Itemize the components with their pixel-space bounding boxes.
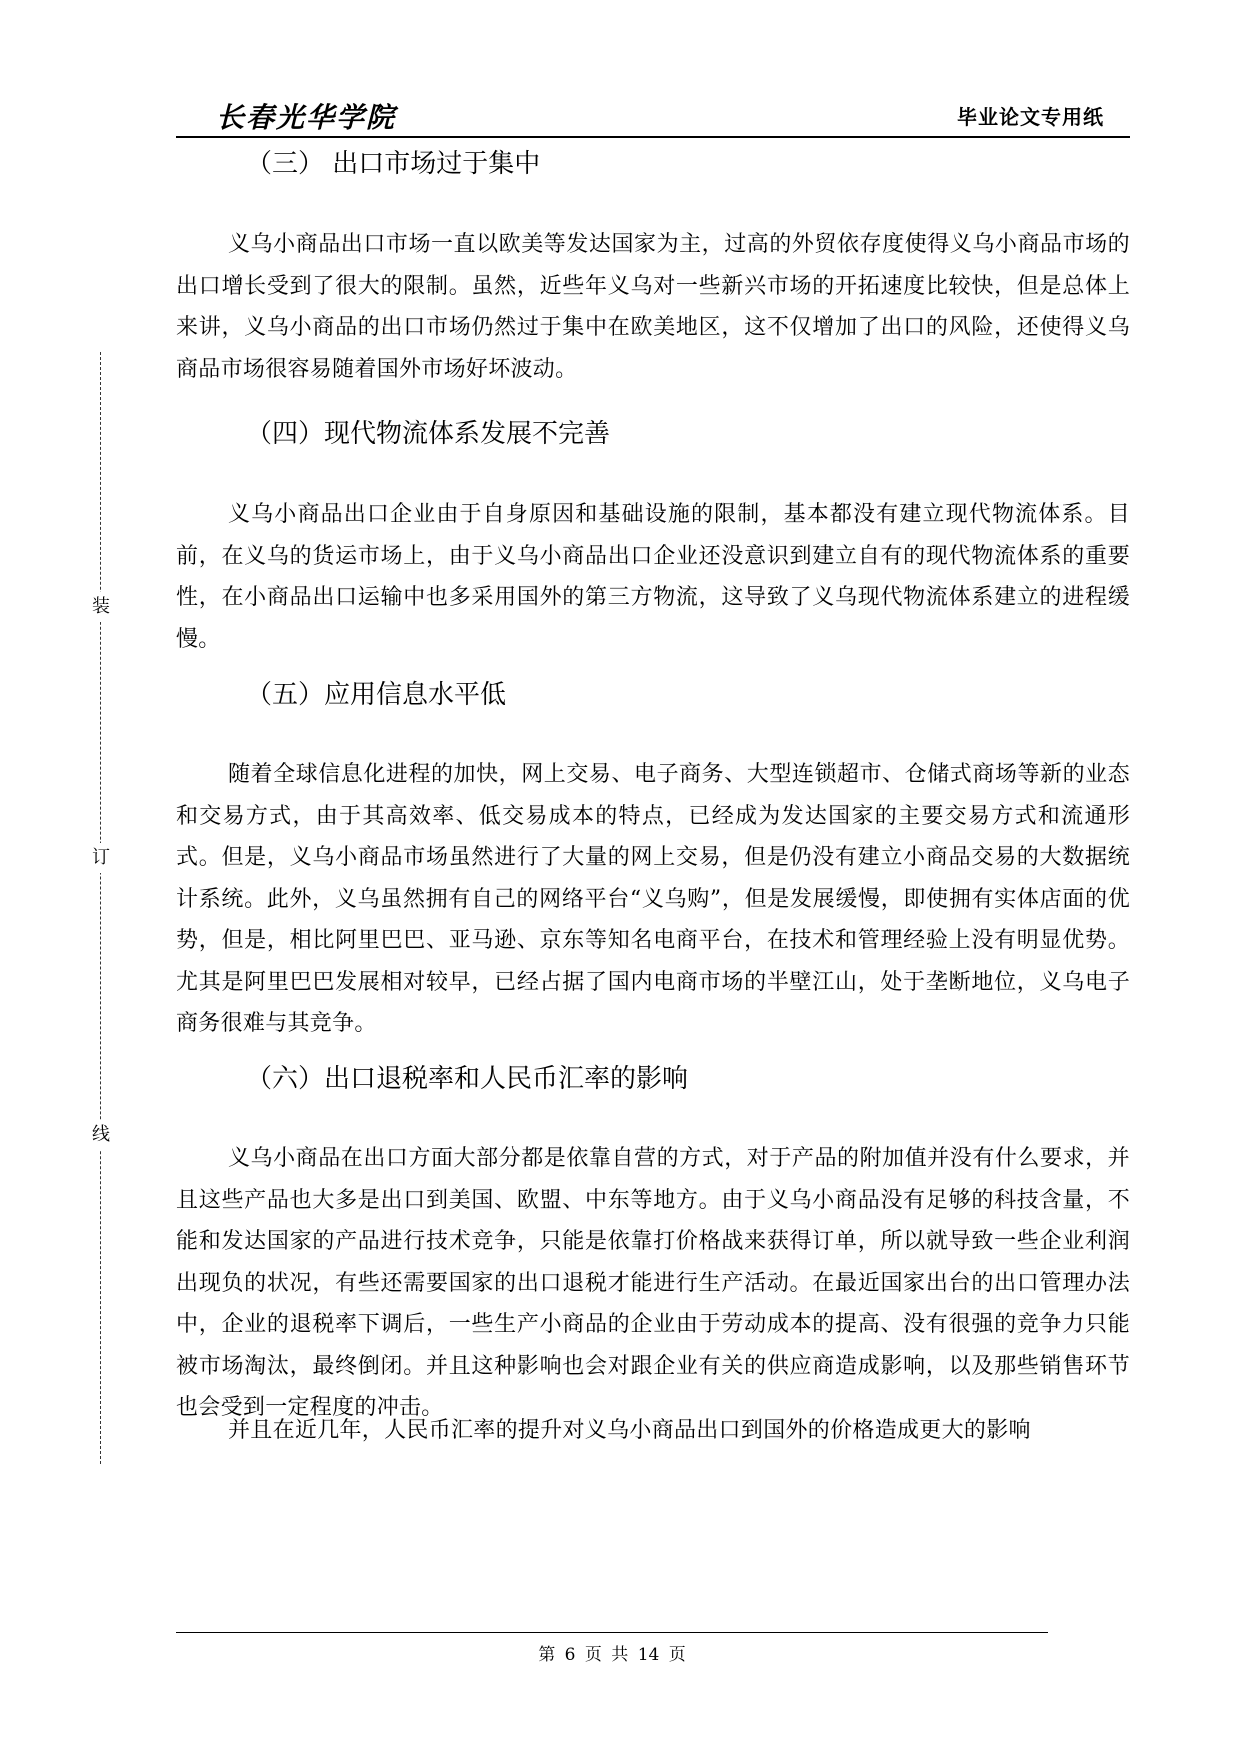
page-header bbox=[176, 90, 1130, 138]
section-6-paragraph-1: 义乌小商品在出口方面大部分都是依靠自营的方式，对于产品的附加值并没有什么要求，并且这些产品也大多是出口到美国、欧盟、中东等地方。由于义乌小商品没有足够的科技含量，不能和发达国家的产品进行技术竞争，只能是依靠打价格战来获得订单，所以就导致一些企业利润出现负的状况，有些还需要国家的出口退税才能进行生产活动。在最近国家出台的出口管理办法中，企业的退税率下调后，一些生产小商品的企业由于劳动成本的提高、没有很强的竞争力只能被市场淘汰，最终倒闭。并且这种影响也会对跟企业有关的供应商造成影响，以及那些销售环节也会受到一定程度的冲击。 bbox=[176, 1146, 1130, 1420]
section-5-paragraph-1: 随着全球信息化进程的加快，网上交易、电子商务、大型连锁超市、仓储式商场等新的业态和交易方式，由于其高效率、低交易成本的特点，已经成为发达国家的主要交易方式和流通形式。但是，义乌小商品市场虽然进行了大量的网上交易，但是仍没有建立小商品交易的大数据统计系统。此外，义乌虽然拥有自己的网络平台“义乌购”，但是发展缓慢，即使拥有实体店面的优势，但是，相比阿里巴巴、亚马逊、京东等知名电商平台，在技术和管理经验上没有明显优势。尤其是阿里巴巴发展相对较早，已经占据了国内电商市场的半壁江山，处于垄断地位，义乌电子商务很难与其竞争。 bbox=[176, 762, 1130, 1036]
binding-char-ding: 订 bbox=[89, 843, 113, 873]
binding-char-xian: 线 bbox=[89, 1120, 113, 1150]
section-4-paragraph-1: 义乌小商品出口企业由于自身原因和基础设施的限制，基本都没有建立现代物流体系。目前，在义乌的货运市场上，由于义乌小商品出口企业还没意识到建立自有的现代物流体系的重要性，在小商品出口运输中也多采用国外的第三方物流，这导致了义乌现代物流体系建立的进程缓慢。 bbox=[176, 502, 1130, 652]
footer-rule bbox=[176, 1632, 1048, 1633]
page-number: 第 6 页 共 14 页 bbox=[538, 1645, 686, 1665]
binding-dashed-line bbox=[100, 352, 101, 1464]
section-heading-3: （三） 出口市场过于集中 bbox=[246, 149, 541, 179]
paper-label: 毕业论文专用纸 bbox=[957, 105, 1104, 129]
section-heading-5: （五）应用信息水平低 bbox=[246, 680, 507, 710]
section-heading-6: （六）出口退税率和人民币汇率的影响 bbox=[246, 1064, 689, 1094]
section-heading-4: （四）现代物流体系发展不完善 bbox=[246, 419, 611, 449]
section-3-paragraph-1: 义乌小商品出口市场一直以欧美等发达国家为主，过高的外贸依存度使得义乌小商品市场的出口增长受到了很大的限制。虽然，近些年义乌对一些新兴市场的开拓速度比较快，但是总体上来讲，义乌小商品的出口市场仍然过于集中在欧美地区，这不仅增加了出口的风险，还使得义乌商品市场很容易随着国外市场好坏波动。 bbox=[176, 232, 1130, 382]
binding-char-zhuang: 装 bbox=[89, 592, 113, 622]
school-name: 长春光华学院 bbox=[216, 101, 397, 134]
section-6-paragraph-2: 并且在近几年，人民币汇率的提升对义乌小商品出口到国外的价格造成更大的影响 bbox=[228, 1418, 1031, 1443]
